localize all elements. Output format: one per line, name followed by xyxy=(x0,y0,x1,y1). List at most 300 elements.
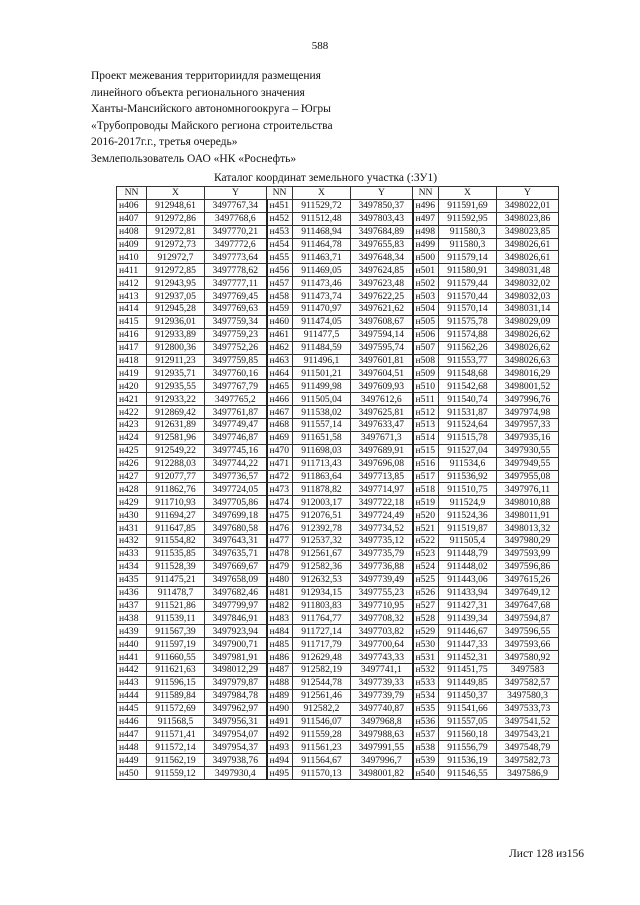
coordinates-table xyxy=(116,186,559,780)
y-coord-cell: 3497746,87 xyxy=(205,431,267,444)
point-id-cell: н413 xyxy=(117,290,147,303)
x-coord-cell: 911524,36 xyxy=(439,509,497,522)
x-coord-cell: 911519,87 xyxy=(439,522,497,535)
point-id-cell: н476 xyxy=(267,522,293,535)
x-coord-cell: 911559,28 xyxy=(293,728,351,741)
x-coord-cell: 912972,73 xyxy=(147,238,205,251)
y-coord-cell: 3498032,03 xyxy=(497,290,559,303)
x-coord-cell: 911427,31 xyxy=(439,599,497,612)
y-coord-cell: 3497996,76 xyxy=(497,393,559,406)
y-coord-cell: 3497769,45 xyxy=(205,290,267,303)
y-coord-cell: 3497596,86 xyxy=(497,560,559,573)
catalog-title: Каталог координат земельного участка (:ЗУ1) xyxy=(214,172,438,184)
header-y-2: Y xyxy=(351,187,413,200)
y-coord-cell: 3497991,55 xyxy=(351,741,413,754)
y-coord-cell: 3497708,32 xyxy=(351,612,413,625)
point-id-cell: н453 xyxy=(267,225,293,238)
table-row xyxy=(117,303,559,316)
x-coord-cell: 911528,39 xyxy=(147,560,205,573)
point-id-cell: н457 xyxy=(267,277,293,290)
x-coord-cell: 911591,69 xyxy=(439,199,497,212)
table-row xyxy=(117,393,559,406)
x-coord-cell: 911496,1 xyxy=(293,354,351,367)
x-coord-cell: 912936,01 xyxy=(147,315,205,328)
y-coord-cell: 3497984,78 xyxy=(205,689,267,702)
y-coord-cell: 3497954,07 xyxy=(205,728,267,741)
point-id-cell: н497 xyxy=(413,212,439,225)
y-coord-cell: 3497938,76 xyxy=(205,754,267,767)
y-coord-cell: 3497655,83 xyxy=(351,238,413,251)
point-id-cell: н491 xyxy=(267,715,293,728)
point-id-cell: н478 xyxy=(267,547,293,560)
x-coord-cell: 912937,05 xyxy=(147,290,205,303)
x-coord-cell: 911713,43 xyxy=(293,457,351,470)
x-coord-cell: 911559,12 xyxy=(147,767,205,780)
point-id-cell: н509 xyxy=(413,367,439,380)
table-row xyxy=(117,406,559,419)
point-id-cell: н492 xyxy=(267,728,293,741)
y-coord-cell: 3497621,62 xyxy=(351,303,413,316)
y-coord-cell: 3497759,85 xyxy=(205,354,267,367)
x-coord-cell: 911469,05 xyxy=(293,264,351,277)
point-id-cell: н496 xyxy=(413,199,439,212)
point-id-cell: н535 xyxy=(413,702,439,715)
header-nn-3: NN xyxy=(413,187,439,200)
point-id-cell: н461 xyxy=(267,328,293,341)
x-coord-cell: 912077,77 xyxy=(147,470,205,483)
x-coord-cell: 912631,89 xyxy=(147,419,205,432)
y-coord-cell: 3497740,87 xyxy=(351,702,413,715)
y-coord-cell: 3497586,9 xyxy=(497,767,559,780)
point-id-cell: н444 xyxy=(117,689,147,702)
table-row xyxy=(117,444,559,457)
y-coord-cell: 3497624,85 xyxy=(351,264,413,277)
x-coord-cell: 911451,75 xyxy=(439,663,497,676)
y-coord-cell: 3498031,48 xyxy=(497,264,559,277)
x-coord-cell: 911473,74 xyxy=(293,290,351,303)
y-coord-cell: 3497981,91 xyxy=(205,651,267,664)
sheet-label: Лист 128 из156 xyxy=(509,848,585,860)
y-coord-cell: 3497648,34 xyxy=(351,251,413,264)
y-coord-cell: 3497988,63 xyxy=(351,728,413,741)
y-coord-cell: 3497755,23 xyxy=(351,586,413,599)
table-row xyxy=(117,277,559,290)
point-id-cell: н485 xyxy=(267,638,293,651)
x-coord-cell: 911589,84 xyxy=(147,689,205,702)
x-coord-cell: 912972,81 xyxy=(147,225,205,238)
point-id-cell: н436 xyxy=(117,586,147,599)
point-id-cell: н517 xyxy=(413,470,439,483)
point-id-cell: н502 xyxy=(413,277,439,290)
x-coord-cell: 911564,67 xyxy=(293,754,351,767)
point-id-cell: н424 xyxy=(117,431,147,444)
y-coord-cell: 3497689,91 xyxy=(351,444,413,457)
point-id-cell: н527 xyxy=(413,599,439,612)
x-coord-cell: 912582,2 xyxy=(293,702,351,715)
y-coord-cell: 3497749,47 xyxy=(205,419,267,432)
x-coord-cell: 912934,15 xyxy=(293,586,351,599)
table-row xyxy=(117,663,559,676)
point-id-cell: н415 xyxy=(117,315,147,328)
table-row xyxy=(117,419,559,432)
point-id-cell: н516 xyxy=(413,457,439,470)
y-coord-cell: 3497955,08 xyxy=(497,470,559,483)
y-coord-cell: 3497900,71 xyxy=(205,638,267,651)
y-coord-cell: 3497649,12 xyxy=(497,586,559,599)
point-id-cell: н524 xyxy=(413,560,439,573)
point-id-cell: н484 xyxy=(267,625,293,638)
point-id-cell: н471 xyxy=(267,457,293,470)
x-coord-cell: 911580,91 xyxy=(439,264,497,277)
x-coord-cell: 912935,71 xyxy=(147,367,205,380)
point-id-cell: н536 xyxy=(413,715,439,728)
x-coord-cell: 911574,88 xyxy=(439,328,497,341)
point-id-cell: н473 xyxy=(267,483,293,496)
y-coord-cell: 3497974,98 xyxy=(497,406,559,419)
y-coord-cell: 3497647,68 xyxy=(497,599,559,612)
x-coord-cell: 911562,19 xyxy=(147,754,205,767)
y-coord-cell: 3497954,37 xyxy=(205,741,267,754)
point-id-cell: н411 xyxy=(117,264,147,277)
y-coord-cell: 3497761,87 xyxy=(205,406,267,419)
header-line-5: 2016-2017г.г., третья очередь» xyxy=(91,136,238,149)
point-id-cell: н470 xyxy=(267,444,293,457)
table-row xyxy=(117,199,559,212)
point-id-cell: н425 xyxy=(117,444,147,457)
y-coord-cell: 3497548,79 xyxy=(497,741,559,754)
y-coord-cell: 3497541,52 xyxy=(497,715,559,728)
x-coord-cell: 911561,23 xyxy=(293,741,351,754)
x-coord-cell: 911596,15 xyxy=(147,676,205,689)
y-coord-cell: 3498012,29 xyxy=(205,663,267,676)
y-coord-cell: 3497635,71 xyxy=(205,547,267,560)
x-coord-cell: 912800,36 xyxy=(147,341,205,354)
x-coord-cell: 911557,05 xyxy=(439,715,497,728)
y-coord-cell: 3497765,2 xyxy=(205,393,267,406)
table-row xyxy=(117,431,559,444)
x-coord-cell: 911448,02 xyxy=(439,560,497,573)
y-coord-cell: 3498026,63 xyxy=(497,354,559,367)
table-row xyxy=(117,689,559,702)
point-id-cell: н422 xyxy=(117,406,147,419)
x-coord-cell: 911562,26 xyxy=(439,341,497,354)
y-coord-cell: 3498016,29 xyxy=(497,367,559,380)
y-coord-cell: 3497582,57 xyxy=(497,676,559,689)
y-coord-cell: 3497658,09 xyxy=(205,573,267,586)
x-coord-cell: 912972,7 xyxy=(147,251,205,264)
x-coord-cell: 911536,92 xyxy=(439,470,497,483)
x-coord-cell: 911477,5 xyxy=(293,328,351,341)
y-coord-cell: 3497713,85 xyxy=(351,470,413,483)
header-line-1: Проект межевания территориидля размещения xyxy=(91,70,321,82)
y-coord-cell: 3497770,21 xyxy=(205,225,267,238)
point-id-cell: н433 xyxy=(117,547,147,560)
y-coord-cell: 3497724,05 xyxy=(205,483,267,496)
point-id-cell: н406 xyxy=(117,199,147,212)
y-coord-cell: 3497745,16 xyxy=(205,444,267,457)
x-coord-cell: 911452,31 xyxy=(439,651,497,664)
point-id-cell: н530 xyxy=(413,638,439,651)
y-coord-cell: 3497803,43 xyxy=(351,212,413,225)
y-coord-cell: 3498013,32 xyxy=(497,522,559,535)
table-row xyxy=(117,547,559,560)
y-coord-cell: 3497705,86 xyxy=(205,496,267,509)
y-coord-cell: 3497612,6 xyxy=(351,393,413,406)
y-coord-cell: 3497669,67 xyxy=(205,560,267,573)
y-coord-cell: 3497604,51 xyxy=(351,367,413,380)
point-id-cell: н443 xyxy=(117,676,147,689)
y-coord-cell: 3497957,33 xyxy=(497,419,559,432)
table-row xyxy=(117,651,559,664)
y-coord-cell: 3497596,55 xyxy=(497,625,559,638)
point-id-cell: н432 xyxy=(117,535,147,548)
point-id-cell: н526 xyxy=(413,586,439,599)
table-body xyxy=(117,199,559,779)
table-row xyxy=(117,728,559,741)
x-coord-cell: 911446,67 xyxy=(439,625,497,638)
point-id-cell: н525 xyxy=(413,573,439,586)
table-row xyxy=(117,328,559,341)
x-coord-cell: 912544,78 xyxy=(293,676,351,689)
x-coord-cell: 911592,95 xyxy=(439,212,497,225)
x-coord-cell: 911512,48 xyxy=(293,212,351,225)
x-coord-cell: 911447,33 xyxy=(439,638,497,651)
x-coord-cell: 911548,68 xyxy=(439,367,497,380)
x-coord-cell: 911863,64 xyxy=(293,470,351,483)
x-coord-cell: 911540,74 xyxy=(439,393,497,406)
table-row xyxy=(117,251,559,264)
y-coord-cell: 3497710,95 xyxy=(351,599,413,612)
x-coord-cell: 911463,71 xyxy=(293,251,351,264)
header-x-1: X xyxy=(147,187,205,200)
point-id-cell: н416 xyxy=(117,328,147,341)
table-row xyxy=(117,483,559,496)
x-coord-cell: 912582,19 xyxy=(293,663,351,676)
y-coord-cell: 3497752,26 xyxy=(205,341,267,354)
point-id-cell: н445 xyxy=(117,702,147,715)
x-coord-cell: 911474,05 xyxy=(293,315,351,328)
point-id-cell: н503 xyxy=(413,290,439,303)
table-row xyxy=(117,612,559,625)
y-coord-cell: 3497996,7 xyxy=(351,754,413,767)
x-coord-cell: 911475,21 xyxy=(147,573,205,586)
table-row xyxy=(117,715,559,728)
table-row xyxy=(117,573,559,586)
y-coord-cell: 3497533,73 xyxy=(497,702,559,715)
x-coord-cell: 911468,94 xyxy=(293,225,351,238)
y-coord-cell: 3497976,11 xyxy=(497,483,559,496)
point-id-cell: н456 xyxy=(267,264,293,277)
y-coord-cell: 3497608,67 xyxy=(351,315,413,328)
y-coord-cell: 3497582,73 xyxy=(497,754,559,767)
point-id-cell: н429 xyxy=(117,496,147,509)
x-coord-cell: 912561,67 xyxy=(293,547,351,560)
y-coord-cell: 3497935,16 xyxy=(497,431,559,444)
point-id-cell: н449 xyxy=(117,754,147,767)
y-coord-cell: 3497767,79 xyxy=(205,380,267,393)
table-row xyxy=(117,290,559,303)
y-coord-cell: 3497744,22 xyxy=(205,457,267,470)
point-id-cell: н477 xyxy=(267,535,293,548)
point-id-cell: н467 xyxy=(267,406,293,419)
point-id-cell: н440 xyxy=(117,638,147,651)
point-id-cell: н533 xyxy=(413,676,439,689)
x-coord-cell: 911579,14 xyxy=(439,251,497,264)
y-coord-cell: 3497580,3 xyxy=(497,689,559,702)
x-coord-cell: 911464,78 xyxy=(293,238,351,251)
table-row xyxy=(117,225,559,238)
point-id-cell: н518 xyxy=(413,483,439,496)
table-header-row xyxy=(117,187,559,200)
x-coord-cell: 912629,48 xyxy=(293,651,351,664)
table-row xyxy=(117,767,559,780)
x-coord-cell: 911560,18 xyxy=(439,728,497,741)
x-coord-cell: 911553,77 xyxy=(439,354,497,367)
y-coord-cell: 3497923,94 xyxy=(205,625,267,638)
point-id-cell: н500 xyxy=(413,251,439,264)
point-id-cell: н439 xyxy=(117,625,147,638)
y-coord-cell: 3497949,55 xyxy=(497,457,559,470)
point-id-cell: н454 xyxy=(267,238,293,251)
point-id-cell: н430 xyxy=(117,509,147,522)
table-row xyxy=(117,702,559,715)
point-id-cell: н469 xyxy=(267,431,293,444)
point-id-cell: н523 xyxy=(413,547,439,560)
point-id-cell: н495 xyxy=(267,767,293,780)
point-id-cell: н510 xyxy=(413,380,439,393)
y-coord-cell: 3497739,79 xyxy=(351,689,413,702)
point-id-cell: н474 xyxy=(267,496,293,509)
table-row xyxy=(117,367,559,380)
x-coord-cell: 911450,37 xyxy=(439,689,497,702)
x-coord-cell: 911694,27 xyxy=(147,509,205,522)
x-coord-cell: 911727,14 xyxy=(293,625,351,638)
point-id-cell: н513 xyxy=(413,419,439,432)
header-line-6: Землепользователь ОАО «НК «Роснефть» xyxy=(91,152,297,165)
table-row xyxy=(117,341,559,354)
y-coord-cell: 3498026,62 xyxy=(497,328,559,341)
point-id-cell: н494 xyxy=(267,754,293,767)
y-coord-cell: 3498023,86 xyxy=(497,212,559,225)
y-coord-cell: 3497623,48 xyxy=(351,277,413,290)
point-id-cell: н426 xyxy=(117,457,147,470)
x-coord-cell: 911570,14 xyxy=(439,303,497,316)
x-coord-cell: 911524,9 xyxy=(439,496,497,509)
point-id-cell: н520 xyxy=(413,509,439,522)
x-coord-cell: 911572,69 xyxy=(147,702,205,715)
y-coord-cell: 3497593,99 xyxy=(497,547,559,560)
x-coord-cell: 911478,7 xyxy=(147,586,205,599)
x-coord-cell: 911449,85 xyxy=(439,676,497,689)
point-id-cell: н447 xyxy=(117,728,147,741)
x-coord-cell: 911878,82 xyxy=(293,483,351,496)
point-id-cell: н419 xyxy=(117,367,147,380)
x-coord-cell: 911570,13 xyxy=(293,767,351,780)
table-row xyxy=(117,754,559,767)
table-row xyxy=(117,212,559,225)
table-row xyxy=(117,238,559,251)
header-line-4: «Трубопроводы Майского региона строительства xyxy=(91,119,333,132)
header-y-1: Y xyxy=(205,187,267,200)
point-id-cell: н427 xyxy=(117,470,147,483)
x-coord-cell: 911536,19 xyxy=(439,754,497,767)
table-row xyxy=(117,741,559,754)
x-coord-cell: 911534,6 xyxy=(439,457,497,470)
y-coord-cell: 3497700,64 xyxy=(351,638,413,651)
point-id-cell: н434 xyxy=(117,560,147,573)
x-coord-cell: 911524,64 xyxy=(439,419,497,432)
y-coord-cell: 3497846,91 xyxy=(205,612,267,625)
point-id-cell: н487 xyxy=(267,663,293,676)
y-coord-cell: 3497767,34 xyxy=(205,199,267,212)
x-coord-cell: 911698,03 xyxy=(293,444,351,457)
x-coord-cell: 911473,46 xyxy=(293,277,351,290)
y-coord-cell: 3497741,1 xyxy=(351,663,413,676)
x-coord-cell: 911470,97 xyxy=(293,303,351,316)
y-coord-cell: 3497930,55 xyxy=(497,444,559,457)
point-id-cell: н410 xyxy=(117,251,147,264)
point-id-cell: н442 xyxy=(117,663,147,676)
point-id-cell: н448 xyxy=(117,741,147,754)
x-coord-cell: 911660,55 xyxy=(147,651,205,664)
y-coord-cell: 3497671,3 xyxy=(351,431,413,444)
point-id-cell: н498 xyxy=(413,225,439,238)
point-id-cell: н446 xyxy=(117,715,147,728)
x-coord-cell: 911570,44 xyxy=(439,290,497,303)
x-coord-cell: 912581,96 xyxy=(147,431,205,444)
x-coord-cell: 911710,93 xyxy=(147,496,205,509)
y-coord-cell: 3497772,6 xyxy=(205,238,267,251)
x-coord-cell: 911515,78 xyxy=(439,431,497,444)
y-coord-cell: 3497703,82 xyxy=(351,625,413,638)
y-coord-cell: 3497622,25 xyxy=(351,290,413,303)
x-coord-cell: 912911,23 xyxy=(147,354,205,367)
x-coord-cell: 911539,11 xyxy=(147,612,205,625)
table-row xyxy=(117,264,559,277)
x-coord-cell: 912632,53 xyxy=(293,573,351,586)
x-coord-cell: 911501,21 xyxy=(293,367,351,380)
x-coord-cell: 911597,19 xyxy=(147,638,205,651)
x-coord-cell: 911567,39 xyxy=(147,625,205,638)
point-id-cell: н466 xyxy=(267,393,293,406)
x-coord-cell: 911862,76 xyxy=(147,483,205,496)
point-id-cell: н423 xyxy=(117,419,147,432)
y-coord-cell: 3497736,57 xyxy=(205,470,267,483)
point-id-cell: н451 xyxy=(267,199,293,212)
point-id-cell: н528 xyxy=(413,612,439,625)
point-id-cell: н475 xyxy=(267,509,293,522)
y-coord-cell: 3497736,88 xyxy=(351,560,413,573)
point-id-cell: н493 xyxy=(267,741,293,754)
y-coord-cell: 3498001,82 xyxy=(351,767,413,780)
point-id-cell: н531 xyxy=(413,651,439,664)
y-coord-cell: 3497759,34 xyxy=(205,315,267,328)
x-coord-cell: 911531,87 xyxy=(439,406,497,419)
y-coord-cell: 3497595,74 xyxy=(351,341,413,354)
x-coord-cell: 912076,51 xyxy=(293,509,351,522)
x-coord-cell: 911554,82 xyxy=(147,535,205,548)
y-coord-cell: 3498023,85 xyxy=(497,225,559,238)
x-coord-cell: 912561,46 xyxy=(293,689,351,702)
x-coord-cell: 912392,78 xyxy=(293,522,351,535)
y-coord-cell: 3497699,18 xyxy=(205,509,267,522)
x-coord-cell: 912933,89 xyxy=(147,328,205,341)
y-coord-cell: 3497696,08 xyxy=(351,457,413,470)
point-id-cell: н437 xyxy=(117,599,147,612)
x-coord-cell: 911556,79 xyxy=(439,741,497,754)
y-coord-cell: 3497583 xyxy=(497,663,559,676)
y-coord-cell: 3498031,14 xyxy=(497,303,559,316)
